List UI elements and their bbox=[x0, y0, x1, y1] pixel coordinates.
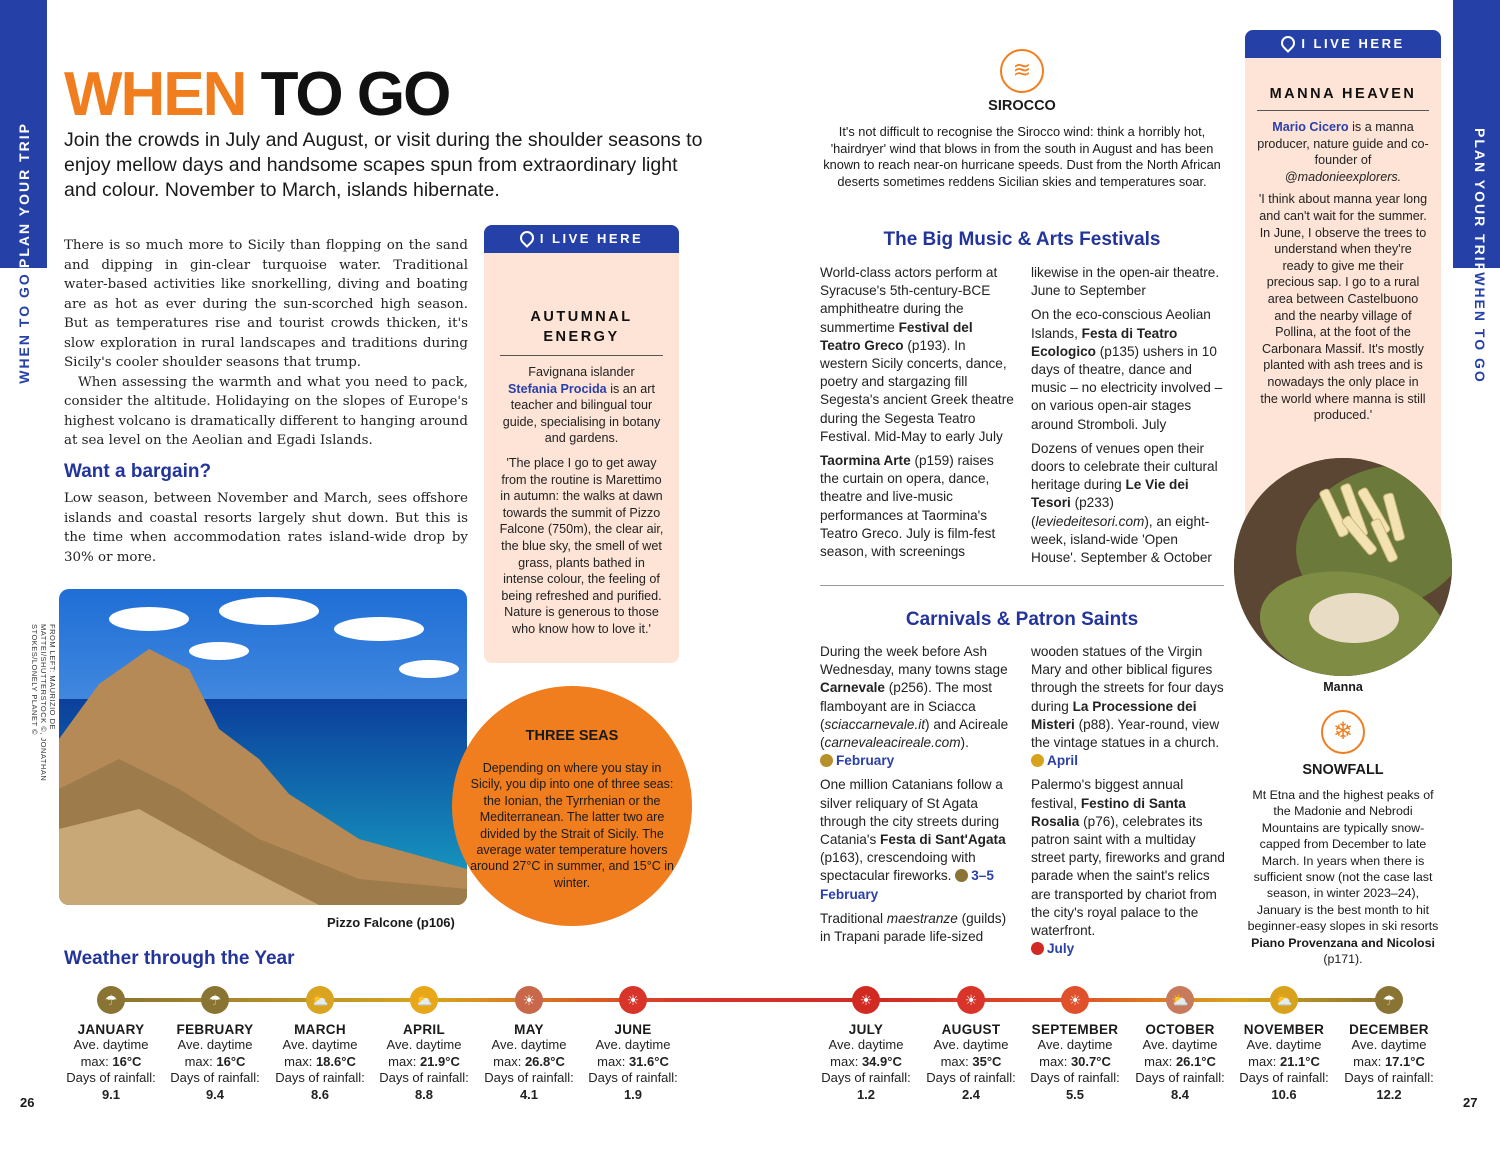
month-temp-label: Ave. daytime bbox=[491, 1037, 567, 1052]
month-rain-value: 12.2 bbox=[1376, 1086, 1402, 1102]
manna-intro: Mario Cicero is a manna producer, nature guide and co-founder of @madonieexplorers. bbox=[1257, 120, 1429, 184]
month-temp-label: Ave. daytime bbox=[1037, 1037, 1113, 1052]
month-rain-label: Days of rainfall: bbox=[1135, 1070, 1225, 1085]
month-rain-value: 9.1 bbox=[101, 1086, 121, 1102]
month-rain-value: 10.6 bbox=[1271, 1086, 1297, 1102]
month-max: max: 17.1°C bbox=[1353, 1053, 1425, 1069]
i-live-here-badge-right: I LIVE HERE bbox=[1245, 30, 1441, 58]
right-sidebar bbox=[1453, 0, 1500, 1154]
month-name: NOVEMBER bbox=[1243, 1022, 1325, 1037]
month-rain-value: 9.4 bbox=[205, 1086, 225, 1102]
manna-quote: 'I think about manna year long and can't wait for the summer. In June, I observe the trees to understand when they're ready to give me their precious sap. I go to a rural area between Castelbuono and the nearby village of Pollina, at the foot of the Carbonara Massif. It's mostly planted with ash trees and is nowadays the only place in the world where manna is still produced.' bbox=[1258, 192, 1428, 423]
autumnal-energy-box bbox=[484, 225, 679, 663]
sidebar-chapter-label-right: WHEN TO GO bbox=[1472, 272, 1488, 384]
month-temp-label: Ave. daytime bbox=[828, 1037, 904, 1052]
manna-caption: Manna bbox=[1323, 680, 1363, 694]
rain-cloud-icon: ☂ bbox=[97, 986, 125, 1014]
weather-month bbox=[477, 1022, 581, 1103]
month-max: max: 26.1°C bbox=[1144, 1053, 1216, 1069]
month-rain-label: Days of rainfall: bbox=[484, 1070, 574, 1085]
snowfall-heading: SNOWFALL bbox=[1302, 762, 1384, 778]
month-temp-label: Ave. daytime bbox=[177, 1037, 253, 1052]
month-rain-value: 1.9 bbox=[623, 1086, 643, 1102]
weather-month bbox=[59, 1022, 163, 1103]
sidebar-chapter-label: WHEN TO GO bbox=[16, 272, 32, 384]
sun-cloud-icon: ⛅ bbox=[1270, 986, 1298, 1014]
month-name: APRIL bbox=[403, 1022, 445, 1037]
section-divider bbox=[820, 585, 1224, 586]
month-rain-value: 8.4 bbox=[1170, 1086, 1190, 1102]
autumnal-intro: Favignana islander Stefania Procida is an art teacher and bilingual tour guide, specialising in botany and gardens. bbox=[502, 365, 661, 446]
month-temp-label: Ave. daytime bbox=[595, 1037, 671, 1052]
month-rain-label: Days of rainfall: bbox=[588, 1070, 678, 1085]
photo-caption: Pizzo Falcone (p106) bbox=[327, 915, 455, 930]
sidebar-section-label: PLAN YOUR TRIP bbox=[16, 122, 32, 268]
weather-month bbox=[1023, 1022, 1127, 1103]
sun-cloud-icon: ⛅ bbox=[1166, 986, 1194, 1014]
month-rain-value: 8.8 bbox=[414, 1086, 434, 1102]
snowflake-icon: ❄ bbox=[1321, 710, 1365, 754]
person-name: Stefania Procida bbox=[508, 381, 607, 396]
sidebar-section-label-right: PLAN YOUR TRIP bbox=[1472, 128, 1488, 274]
month-icon bbox=[1031, 754, 1044, 767]
three-seas-circle bbox=[452, 686, 692, 926]
month-name: JUNE bbox=[614, 1022, 652, 1037]
title-when: WHEN bbox=[64, 60, 246, 129]
left-sidebar bbox=[0, 0, 47, 1154]
sun-cloud-icon: ⛅ bbox=[306, 986, 334, 1014]
month-max: max: 31.6°C bbox=[597, 1053, 669, 1069]
bargain-heading: Want a bargain? bbox=[64, 461, 212, 482]
festivals-col-2: likewise in the open-air theatre. June to September On the eco-conscious Aeolian Islands, Festa di Teatro Ecologico (p135) ushers in 10 days of theatre, dance and music – no electricity involved – on various open-air stages around Stromboli. July Dozens of venues open their doors to celebrate their cultural heritage during Le Vie dei Tesori (p233) (leviedeitesori.com), an eight-week, island-wide 'Open House'. September & October bbox=[1031, 265, 1223, 566]
carnivals-col-1: During the week before Ash Wednesday, many towns stage Carnevale (p256). The most flamboyant are in Sciacca (sciaccarnevale.it) and Acireale (carnevaleacireale.com). February One million Catanians follow a silver reliquary of St Agata through the city streets during Catania's Festa di Sant'Agata (p163), crescendoing with spectacular fireworks. 3–5 February Traditional maestranze (guilds) in Trapani parade life-sized bbox=[820, 644, 1009, 945]
sirocco-heading: SIROCCO bbox=[988, 98, 1056, 114]
sirocco-text: It's not difficult to recognise the Sirocco wind: think a horribly hot, 'hairdryer' wind that blows in from the south in August and has been known to reach near-on hurricane speeds. Dust from the North African deserts sometimes reddens Sicilian skies and temperatures soar. bbox=[823, 124, 1221, 189]
month-rain-value: 5.5 bbox=[1065, 1086, 1085, 1102]
month-max: max: 16°C bbox=[184, 1053, 246, 1069]
carnivals-col-2: wooden statues of the Virgin Mary and other biblical figures through the streets for four days during La Processione dei Misteri (p88). Year-round, view the vintage statues in a church. April Palermo's biggest annual festival, Festino di Santa Rosalia (p76), celebrates its patron saint with a multiday street party, fireworks and grand parade when the saint's relics are transported by chariot from the city's royal palace to the waterfront. July bbox=[1031, 644, 1225, 957]
weather-month bbox=[1232, 1022, 1336, 1103]
snowfall-text: Mt Etna and the highest peaks of the Madonie and Nebrodi Mountains are typically snow-capped from December to late March. In years when there is sufficient snow (not the case last season, in winter 2023–24), January is the best month to hit beginner-easy slopes in ski resorts Piano Provenzana and Nicolosi (p171). bbox=[1247, 788, 1439, 967]
month-name: JULY bbox=[848, 1022, 884, 1037]
page-title bbox=[64, 60, 450, 129]
person-name: Mario Cicero bbox=[1272, 120, 1349, 134]
page-number-left: 26 bbox=[20, 1095, 35, 1110]
bargain-paragraph: Low season, between November and March, sees offshore islands and coastal resorts largely shut down. But this is the time when accommodation rates island-wide drop by 30% or more. bbox=[64, 491, 468, 565]
month-icon bbox=[955, 869, 968, 882]
sun-icon: ☀ bbox=[619, 986, 647, 1014]
three-seas-text: Depending on where you stay in Sicily, you dip into one of three seas: the Ionian, the Tyrrhenian or the Mediterranean. The latter two are divided by the Strait of Sicily. The average water temperature hovers around 27°C in summer, and 15°C in winter. bbox=[470, 761, 674, 890]
month-rain-label: Days of rainfall: bbox=[66, 1070, 156, 1085]
location-pin-icon bbox=[1278, 33, 1298, 53]
month-max: max: 30.7°C bbox=[1039, 1053, 1111, 1069]
weather-month bbox=[814, 1022, 918, 1103]
location-pin-icon bbox=[517, 228, 537, 248]
month-name: DECEMBER bbox=[1349, 1022, 1429, 1037]
month-max: max: 21.9°C bbox=[388, 1053, 460, 1069]
photo-credit: FROM LEFT: MAURIZIO DE MATTEI/SHUTTERSTOCK ©, JONATHAN STOKES/LONELY PLANET © bbox=[30, 624, 57, 782]
autumnal-heading: AUTUMNAL ENERGY bbox=[530, 309, 633, 345]
month-name: JANUARY bbox=[77, 1022, 145, 1037]
carnivals-heading: Carnivals & Patron Saints bbox=[905, 609, 1139, 630]
month-name: OCTOBER bbox=[1145, 1022, 1215, 1037]
festivals-col-1: World-class actors perform at Syracuse's 5th-century-BCE amphitheatre during the summertime Festival del Teatro Greco (p193). In western Sicily concerts, dance, poetry and stargazing fill Segesta's ancient Greek theatre during the Segesta Teatro Festival. Mid-May to early July Taormina Arte (p159) raises the curtain on opera, dance, theatre and live-music performances at Taormina's Teatro Greco. July is film-fest season, with screenings bbox=[820, 265, 1014, 560]
weather-month bbox=[581, 1022, 685, 1103]
three-seas-heading: THREE SEAS bbox=[525, 728, 619, 744]
month-rain-label: Days of rainfall: bbox=[926, 1070, 1016, 1085]
manna-photo bbox=[1234, 458, 1452, 676]
month-rain-value: 1.2 bbox=[856, 1086, 876, 1102]
month-temp-label: Ave. daytime bbox=[1351, 1037, 1427, 1052]
body-paragraph-2: When assessing the warmth and what you need to pack, consider the altitude. Holidaying on the slopes of Europe's highest volcano is dramatically different to hanging around at sea level on the Aeolian and Egadi Islands. bbox=[64, 374, 468, 448]
month-max: max: 16°C bbox=[80, 1053, 142, 1069]
month-max: max: 26.8°C bbox=[493, 1053, 565, 1069]
month-rain-value: 8.6 bbox=[310, 1086, 330, 1102]
month-rain-label: Days of rainfall: bbox=[275, 1070, 365, 1085]
weather-heading: Weather through the Year bbox=[64, 948, 295, 969]
festivals-heading: The Big Music & Arts Festivals bbox=[883, 229, 1161, 250]
month-name: SEPTEMBER bbox=[1031, 1022, 1119, 1037]
month-icon bbox=[1031, 942, 1044, 955]
month-icon bbox=[820, 754, 833, 767]
month-rain-value: 4.1 bbox=[519, 1086, 539, 1102]
month-max: max: 35°C bbox=[940, 1053, 1002, 1069]
month-rain-label: Days of rainfall: bbox=[1239, 1070, 1329, 1085]
intro-paragraph: Join the crowds in July and August, or visit during the shoulder seasons to enjoy mellow days and handsome scapes spun from extraordinary light and colour. November to March, islands hibernate. bbox=[64, 129, 703, 201]
month-max: max: 34.9°C bbox=[830, 1053, 902, 1069]
month-max: max: 18.6°C bbox=[284, 1053, 356, 1069]
month-name: FEBRUARY bbox=[176, 1022, 254, 1037]
month-temp-label: Ave. daytime bbox=[1142, 1037, 1218, 1052]
page-number-right: 27 bbox=[1463, 1095, 1478, 1110]
month-name: MARCH bbox=[294, 1022, 346, 1037]
month-temp-label: Ave. daytime bbox=[1246, 1037, 1322, 1052]
manna-heading: MANNA HEAVEN bbox=[1269, 86, 1417, 102]
body-paragraph-1: There is so much more to Sicily than flopping on the sand and dipping in gin-clear turquoise water. Traditional water-based activities like snorkelling, diving and boating are as hot as ever during the sun-scorched high season. But as temperatures rise and tourist crowds thicken, it's slow exploration in rural landscapes and traditions during Sicily's cooler shoulder seasons that trump. bbox=[64, 238, 468, 370]
month-name: AUGUST bbox=[941, 1022, 1001, 1037]
sun-icon: ☀ bbox=[515, 986, 543, 1014]
month-temp-label: Ave. daytime bbox=[386, 1037, 462, 1052]
pizzo-falcone-photo bbox=[59, 589, 467, 905]
month-temp-label: Ave. daytime bbox=[933, 1037, 1009, 1052]
weather-month bbox=[919, 1022, 1023, 1103]
rain-cloud-icon: ☂ bbox=[201, 986, 229, 1014]
month-rain-label: Days of rainfall: bbox=[1344, 1070, 1434, 1085]
i-live-here-badge: I LIVE HERE bbox=[484, 225, 679, 253]
month-temp-label: Ave. daytime bbox=[282, 1037, 358, 1052]
weather-month bbox=[163, 1022, 267, 1103]
weather-timeline bbox=[110, 998, 1388, 1002]
month-max: max: 21.1°C bbox=[1248, 1053, 1320, 1069]
weather-month bbox=[372, 1022, 476, 1103]
month-rain-label: Days of rainfall: bbox=[1030, 1070, 1120, 1085]
weather-month bbox=[1337, 1022, 1441, 1103]
autumnal-quote: 'The place I go to get away from the routine is Marettimo in autumn: the walks at dawn towards the summit of Pizzo Falcone (750m), the clear air, the blue sky, the smell of wet grass, plants bathed in intense colour, the feeling of being refreshed and purified. Nature is generous to those who know how to love it.' bbox=[499, 455, 664, 636]
sun-cloud-icon: ⛅ bbox=[410, 986, 438, 1014]
wind-icon: ≋ bbox=[1000, 49, 1044, 93]
month-rain-label: Days of rainfall: bbox=[379, 1070, 469, 1085]
weather-month bbox=[268, 1022, 372, 1103]
sun-icon: ☀ bbox=[1061, 986, 1089, 1014]
weather-month bbox=[1128, 1022, 1232, 1103]
month-rain-label: Days of rainfall: bbox=[821, 1070, 911, 1085]
sun-icon: ☀ bbox=[852, 986, 880, 1014]
month-name: MAY bbox=[514, 1022, 544, 1037]
month-rain-label: Days of rainfall: bbox=[170, 1070, 260, 1085]
rain-cloud-icon: ☂ bbox=[1375, 986, 1403, 1014]
manna-heaven-box bbox=[1245, 30, 1441, 528]
month-rain-value: 2.4 bbox=[961, 1086, 981, 1102]
sun-icon: ☀ bbox=[957, 986, 985, 1014]
month-temp-label: Ave. daytime bbox=[73, 1037, 149, 1052]
title-to-go: TO GO bbox=[260, 60, 450, 129]
body-text bbox=[64, 236, 468, 451]
